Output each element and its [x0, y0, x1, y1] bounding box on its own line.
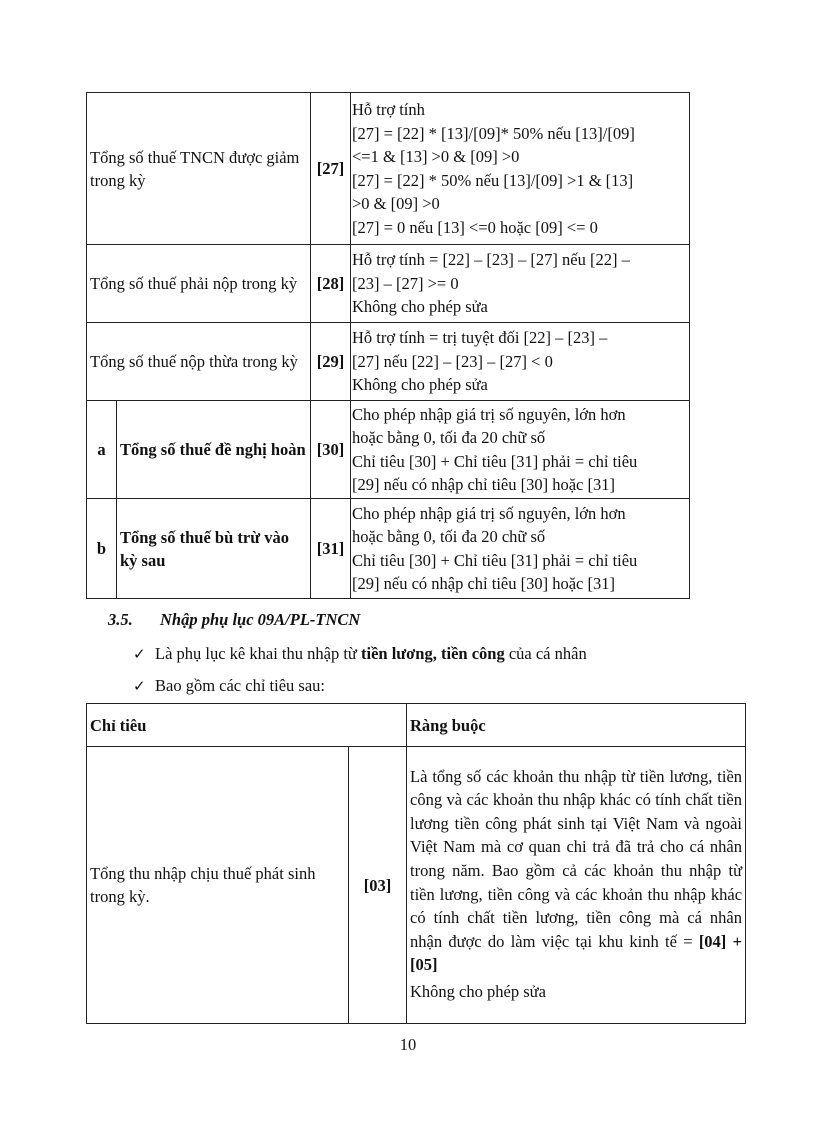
- bullet-text: Bao gồm các chỉ tiêu sau:: [155, 676, 325, 695]
- row-letter: a: [87, 401, 117, 499]
- constraint-cell: [351, 499, 690, 599]
- table-row: [87, 93, 690, 245]
- section-number: 3.5.: [108, 610, 133, 629]
- indicator-name: Tổng số thuế đề nghị hoàn: [117, 401, 311, 499]
- indicator-code: [31]: [311, 499, 351, 599]
- constraint-line: Hỗ trợ tính = trị tuyệt đối [22] – [23] –: [352, 328, 608, 348]
- indicator-name: Tổng số thuế nộp thừa trong kỳ: [87, 323, 311, 401]
- constraint-line: [27] nếu [22] – [23] – [27] < 0: [352, 351, 553, 371]
- constraint-line: hoặc bằng 0, tối đa 20 chữ số: [352, 527, 546, 546]
- row-letter: b: [87, 499, 117, 599]
- indicator-table-continued: [86, 92, 690, 599]
- table-row: [87, 245, 690, 323]
- constraint-cell: [351, 93, 690, 245]
- column-header-indicator: Chỉ tiêu: [87, 704, 407, 747]
- table-row: [87, 323, 690, 401]
- constraint-line: <=1 & [13] >0 & [09] >0: [352, 147, 520, 166]
- constraint-note: Không cho phép sửa: [410, 981, 546, 1001]
- constraint-line: Hỗ trợ tính: [352, 100, 425, 119]
- bullet-item: [133, 642, 587, 666]
- constraint-cell: [351, 323, 690, 401]
- constraint-line: hoặc bằng 0, tối đa 20 chữ số: [352, 428, 546, 447]
- indicator-code: [28]: [311, 245, 351, 323]
- table-row: [87, 499, 690, 599]
- section-title: Nhập phụ lục 09A/PL-TNCN: [160, 610, 361, 629]
- indicator-name: Tổng thu nhập chịu thuế phát sinh trong kỳ.: [87, 747, 349, 1024]
- bullet-text-end: của cá nhân: [504, 644, 587, 663]
- checkmark-icon: ✓: [133, 677, 146, 695]
- bullet-item: [133, 674, 325, 698]
- constraint-cell: [407, 747, 746, 1024]
- constraint-line: Chỉ tiêu [30] + Chỉ tiêu [31] phải = chỉ tiêu: [352, 451, 638, 471]
- indicator-code: [29]: [311, 323, 351, 401]
- constraint-line: Không cho phép sửa: [352, 297, 488, 317]
- constraint-line: Cho phép nhập giá trị số nguyên, lớn hơn: [352, 404, 626, 424]
- constraint-line: [29] nếu có nhập chỉ tiêu [30] hoặc [31]: [352, 574, 615, 593]
- constraint-line: [29] nếu có nhập chỉ tiêu [30] hoặc [31]: [352, 475, 615, 494]
- appendix-indicator-table: [86, 703, 746, 1024]
- column-header-constraint: Ràng buộc: [407, 704, 746, 747]
- indicator-name: Tổng số thuế phải nộp trong kỳ: [87, 245, 311, 323]
- constraint-text: Là tổng số các khoản thu nhập từ tiền lương, tiền công và các khoản thu nhập khác có tính chất tiền lương tiền công phát sinh tại Việt Nam và ngoài Việt Nam mà cơ quan chi trả đã trả cho cá nhân trong năm. Bao gồm cả các khoản thu nhập từ tiền lương, tiền công và các khoản thu nhập khác có tính chất tiền lương, tiền công mà cá nhân nhận được do làm việc tại khu kinh tế =: [410, 766, 743, 951]
- bullet-text-start: Là phụ lục kê khai thu nhập từ: [155, 644, 361, 663]
- section-heading: [108, 608, 360, 631]
- constraint-formula: [04] + [05]: [410, 931, 743, 975]
- table-header-row: [87, 704, 746, 747]
- constraint-line: [27] = [22] * 50% nếu [13]/[09] >1 & [13]: [352, 170, 634, 190]
- table-row: [87, 747, 746, 1024]
- constraint-line: Cho phép nhập giá trị số nguyên, lớn hơn: [352, 503, 626, 523]
- checkmark-icon: ✓: [133, 645, 146, 663]
- constraint-description: [410, 765, 742, 977]
- table-row: [87, 401, 690, 499]
- constraint-line: Hỗ trợ tính = [22] – [23] – [27] nếu [22] –: [352, 250, 630, 270]
- constraint-line: Không cho phép sửa: [352, 375, 488, 395]
- page-number: 10: [399, 1035, 417, 1054]
- indicator-code: [03]: [349, 747, 407, 1024]
- constraint-line: Chỉ tiêu [30] + Chỉ tiêu [31] phải = chỉ tiêu: [352, 550, 638, 570]
- indicator-name: Tổng số thuế TNCN được giảm trong kỳ: [87, 93, 311, 245]
- constraint-line: [27] = 0 nếu [13] <=0 hoặc [09] <= 0: [352, 217, 598, 237]
- constraint-line: [23] – [27] >= 0: [352, 273, 459, 293]
- constraint-line: >0 & [09] >0: [352, 194, 440, 213]
- indicator-code: [27]: [311, 93, 351, 245]
- constraint-cell: [351, 401, 690, 499]
- bullet-text-bold: tiền lương, tiền công: [360, 644, 505, 663]
- indicator-code: [30]: [311, 401, 351, 499]
- constraint-cell: [351, 245, 690, 323]
- indicator-name: Tổng số thuế bù trừ vào kỳ sau: [117, 499, 311, 599]
- constraint-line: [27] = [22] * [13]/[09]* 50% nếu [13]/[09]: [352, 123, 635, 143]
